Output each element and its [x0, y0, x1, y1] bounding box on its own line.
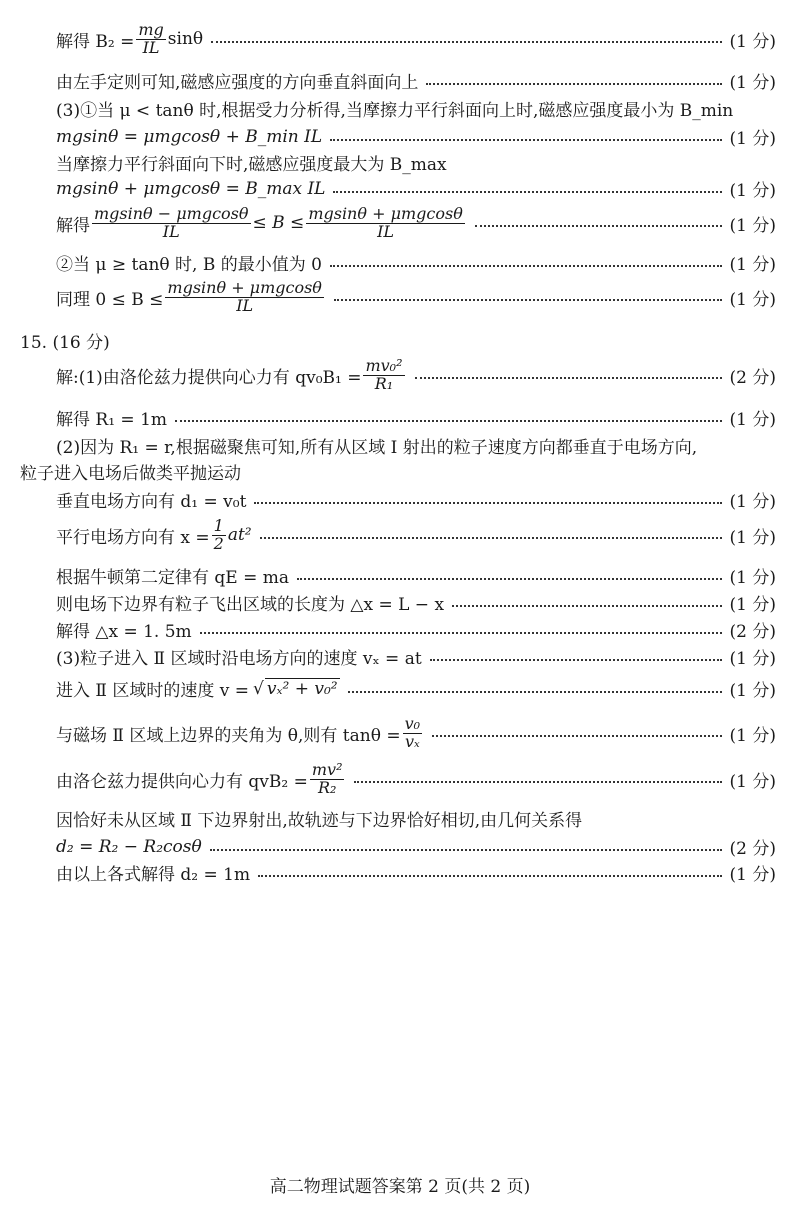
fraction	[403, 716, 422, 751]
answer-line	[56, 563, 776, 588]
fraction-numerator: mv²	[311, 760, 343, 779]
line-text: 由左手定则可知,磁感应强度的方向垂直斜面向上	[56, 73, 419, 93]
equation-text: mgsinθ + μmgcosθ = B_max IL	[56, 178, 326, 199]
fraction-denominator: IL	[236, 295, 254, 315]
leader-dots	[348, 691, 722, 693]
score-label: (1 分)	[729, 255, 776, 275]
fraction	[212, 518, 226, 553]
score-label: (1 分)	[729, 527, 776, 548]
fraction-denominator: R₂	[317, 777, 337, 797]
leader-dots	[430, 659, 722, 661]
fraction-denominator: IL	[162, 221, 180, 241]
score-label: (2 分)	[729, 839, 776, 859]
answer-line	[20, 459, 776, 484]
answer-line	[56, 834, 776, 859]
answer-line	[56, 617, 776, 642]
answer-line	[56, 280, 776, 315]
score-label: (1 分)	[729, 289, 776, 310]
answer-line	[56, 518, 776, 553]
answer-line	[56, 206, 776, 241]
score-label: (1 分)	[729, 568, 776, 588]
score-label: (1 分)	[729, 725, 776, 746]
sqrt-sign: √	[253, 678, 264, 699]
leader-dots	[200, 632, 722, 634]
leader-dots	[258, 875, 721, 877]
fraction-numerator: 1	[213, 516, 224, 535]
answer-line	[56, 96, 776, 121]
line-text: 解得 R₁ = 1m	[56, 410, 168, 430]
line-text: 垂直电场方向有 d₁ = v₀t	[56, 492, 247, 512]
line-text: 因恰好未从区域 Ⅱ 下边界射出,故轨迹与下边界恰好相切,由几何关系得	[56, 811, 583, 831]
score-label: (1 分)	[729, 865, 776, 885]
line-text: 当摩擦力平行斜面向下时,磁感应强度最大为 B_max	[56, 155, 447, 175]
line-text: 进入 Ⅱ 区域时的速度 v =	[56, 681, 250, 701]
leader-dots	[254, 502, 721, 504]
fraction-numerator: v₀	[404, 714, 421, 733]
sqrt-radicand: vₓ² + v₀²	[266, 679, 338, 699]
leader-dots	[452, 605, 721, 607]
line-text: 15. (16 分)	[20, 333, 110, 353]
line-text: 与磁场 Ⅱ 区域上边界的夹角为 θ,则有 tanθ =	[56, 725, 401, 746]
leader-dots	[210, 849, 722, 851]
leader-dots	[334, 299, 722, 301]
answer-line	[56, 124, 776, 149]
line-text: ≤ B ≤	[252, 213, 305, 234]
answer-line	[56, 487, 776, 512]
score-label: (1 分)	[729, 129, 776, 149]
question-heading	[20, 328, 776, 353]
line-text: 解得 △x = 1. 5m	[56, 622, 192, 642]
fraction-numerator: mg	[138, 20, 164, 39]
fraction-denominator: 2	[213, 533, 224, 553]
line-text: 由以上各式解得 d₂ = 1m	[56, 865, 251, 885]
score-label: (1 分)	[729, 31, 776, 52]
line-text: 由洛仑兹力提供向心力有 qvB₂ =	[56, 771, 308, 792]
line-text: 粒子进入电场后做类平抛运动	[20, 464, 241, 484]
score-label: (1 分)	[729, 595, 776, 615]
score-label: (1 分)	[729, 492, 776, 512]
fraction	[310, 762, 345, 797]
score-label: (1 分)	[729, 681, 776, 701]
answer-line	[56, 762, 776, 797]
line-text: 解:(1)由洛伦兹力提供向心力有 qv₀B₁ =	[56, 367, 362, 388]
fraction	[165, 280, 324, 315]
line-text: 同理 0 ≤ B ≤	[56, 289, 164, 310]
line-text: (2)因为 R₁ = r,根据磁聚焦可知,所有从区域 I 射出的粒子速度方向都垂直于电场方向,	[56, 438, 698, 458]
answer-line	[56, 68, 776, 93]
answer-line	[56, 22, 776, 57]
fraction-numerator: mgsinθ + μmgcosθ	[308, 204, 463, 223]
answer-line	[56, 250, 776, 275]
line-text: 解得	[56, 215, 90, 236]
leader-dots	[297, 578, 722, 580]
fraction-numerator: mv₀²	[365, 356, 403, 375]
score-label: (1 分)	[729, 771, 776, 792]
answer-line	[56, 405, 776, 430]
fraction	[363, 358, 404, 393]
answer-line	[56, 806, 776, 831]
score-label: (2 分)	[729, 367, 776, 388]
leader-dots	[426, 83, 721, 85]
page-footer: 高二物理试题答案第 2 页(共 2 页)	[269, 1177, 531, 1197]
leader-dots	[432, 735, 721, 737]
answer-line	[56, 676, 776, 701]
leader-dots	[330, 139, 721, 141]
fraction	[306, 206, 465, 241]
fraction	[136, 22, 165, 57]
line-text: 则电场下边界有粒子飞出区域的长度为 △x = L − x	[56, 595, 445, 615]
leader-dots	[415, 377, 722, 379]
score-label: (1 分)	[729, 410, 776, 430]
answer-line	[56, 433, 776, 458]
fraction	[92, 206, 251, 241]
line-text: 根据牛顿第二定律有 qE = ma	[56, 568, 290, 588]
score-label: (1 分)	[729, 181, 776, 201]
score-label: (1 分)	[729, 73, 776, 93]
line-text: (3)粒子进入 Ⅱ 区域时沿电场方向的速度 vₓ = at	[56, 649, 422, 669]
score-label: (2 分)	[729, 622, 776, 642]
fraction-denominator: vₓ	[404, 731, 420, 751]
answer-line	[56, 358, 776, 393]
fraction-numerator: mgsinθ − μmgcosθ	[94, 204, 249, 223]
equation-text: mgsinθ = μmgcosθ + B_min IL	[56, 126, 323, 147]
fraction-numerator: mgsinθ + μmgcosθ	[167, 278, 322, 297]
answer-line	[56, 150, 776, 175]
answer-line	[56, 860, 776, 885]
line-text: ②当 μ ≥ tanθ 时, B 的最小值为 0	[56, 255, 322, 275]
answer-line	[56, 176, 776, 201]
leader-dots	[330, 265, 722, 267]
answer-line	[56, 590, 776, 615]
line-text: (3)①当 μ < tanθ 时,根据受力分析得,当摩擦力平行斜面向上时,磁感应强度最小为 B_min	[56, 101, 734, 121]
fraction-denominator: R₁	[374, 373, 394, 393]
answer-line	[56, 644, 776, 669]
score-label: (1 分)	[729, 215, 776, 236]
fraction-denominator: IL	[377, 221, 395, 241]
line-text: sinθ	[167, 29, 204, 50]
leader-dots	[260, 537, 722, 539]
leader-dots	[175, 420, 722, 422]
line-text: 解得 B₂ =	[56, 31, 135, 52]
leader-dots	[211, 41, 721, 43]
score-label: (1 分)	[729, 649, 776, 669]
line-text: 平行电场方向有 x =	[56, 527, 210, 548]
leader-dots	[475, 225, 722, 227]
line-text: at²	[227, 525, 252, 546]
leader-dots	[333, 191, 721, 193]
fraction-denominator: IL	[142, 37, 160, 57]
equation-text: d₂ = R₂ − R₂cosθ	[56, 836, 202, 857]
leader-dots	[354, 781, 721, 783]
answer-line	[56, 716, 776, 751]
